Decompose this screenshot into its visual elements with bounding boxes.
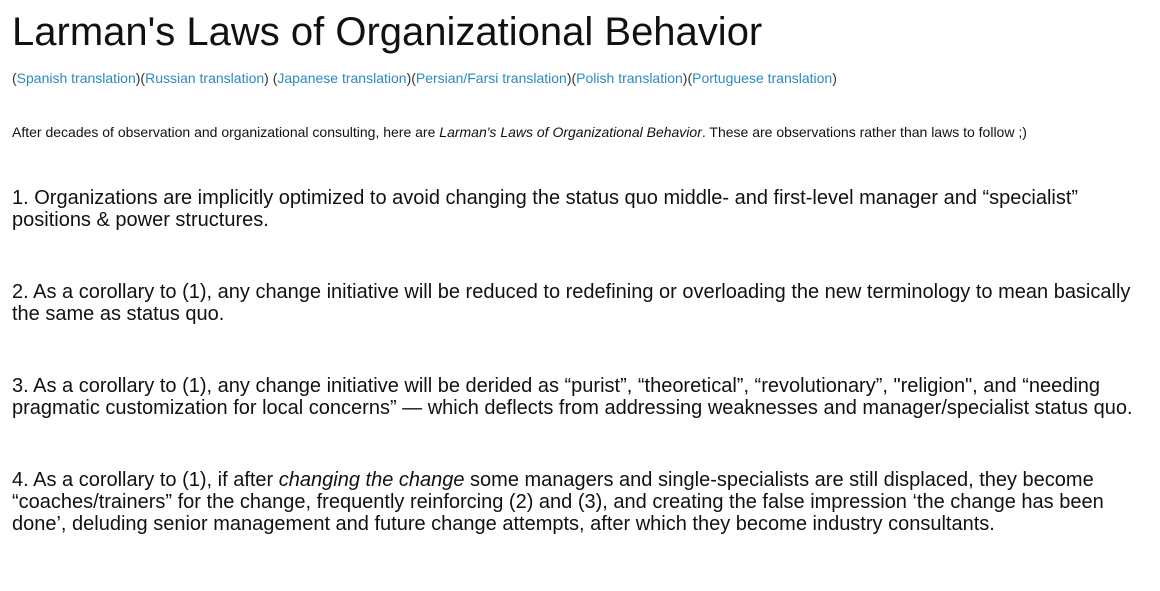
persian-farsi-translation-link[interactable]: Persian/Farsi translation xyxy=(415,70,567,86)
law-4-text-after: some managers and single-specialists are still displaced, they become “coaches/trainers” for the change, frequently reinforcing (2) and (3), and creating the false impression ‘the change has been done’, deluding senior management and future change attempts, after which they become industry consultants. xyxy=(12,469,1104,535)
law-4-text-before: 4. As a corollary to (1), if after xyxy=(12,469,279,491)
law-2: 2. As a corollary to (1), any change initiative will be reduced to redefining or overloading the new terminology to mean basically the same as status quo. xyxy=(12,281,1131,325)
intro-paragraph xyxy=(12,123,1148,141)
page-title: Larman's Laws of Organizational Behavior xyxy=(12,10,763,54)
translation-links: (Spanish translation)(Russian translation) (Japanese translation)(Persian/Farsi translation)(Polish translation)(Portuguese translation) xyxy=(12,70,837,86)
law-4-emphasis: changing the change xyxy=(278,469,465,491)
portuguese-translation-link[interactable]: Portuguese translation xyxy=(692,70,833,86)
japanese-translation-link[interactable]: Japanese translation xyxy=(277,70,407,86)
intro-emphasis: Larman's Laws of Organizational Behavior xyxy=(439,124,702,140)
spanish-translation-link[interactable]: Spanish translation xyxy=(16,70,136,86)
law-3: 3. As a corollary to (1), any change initiative will be derided as “purist”, “theoretical”, “revolutionary”, "religion", and “needing pragmatic customization for local concerns” — which deflects from addressing weaknesses and manager/specialist status quo. xyxy=(12,375,1133,419)
law-4 xyxy=(12,469,1148,535)
law-1: 1. Organizations are implicitly optimized to avoid changing the status quo middle- and first-level manager and “specialist” positions & power structures. xyxy=(12,187,1079,231)
russian-translation-link[interactable]: Russian translation xyxy=(145,70,265,86)
intro-text-after: . These are observations rather than laws to follow ;) xyxy=(701,124,1027,140)
intro-text-before: After decades of observation and organizational consulting, here are xyxy=(12,124,440,140)
polish-translation-link[interactable]: Polish translation xyxy=(576,70,683,86)
